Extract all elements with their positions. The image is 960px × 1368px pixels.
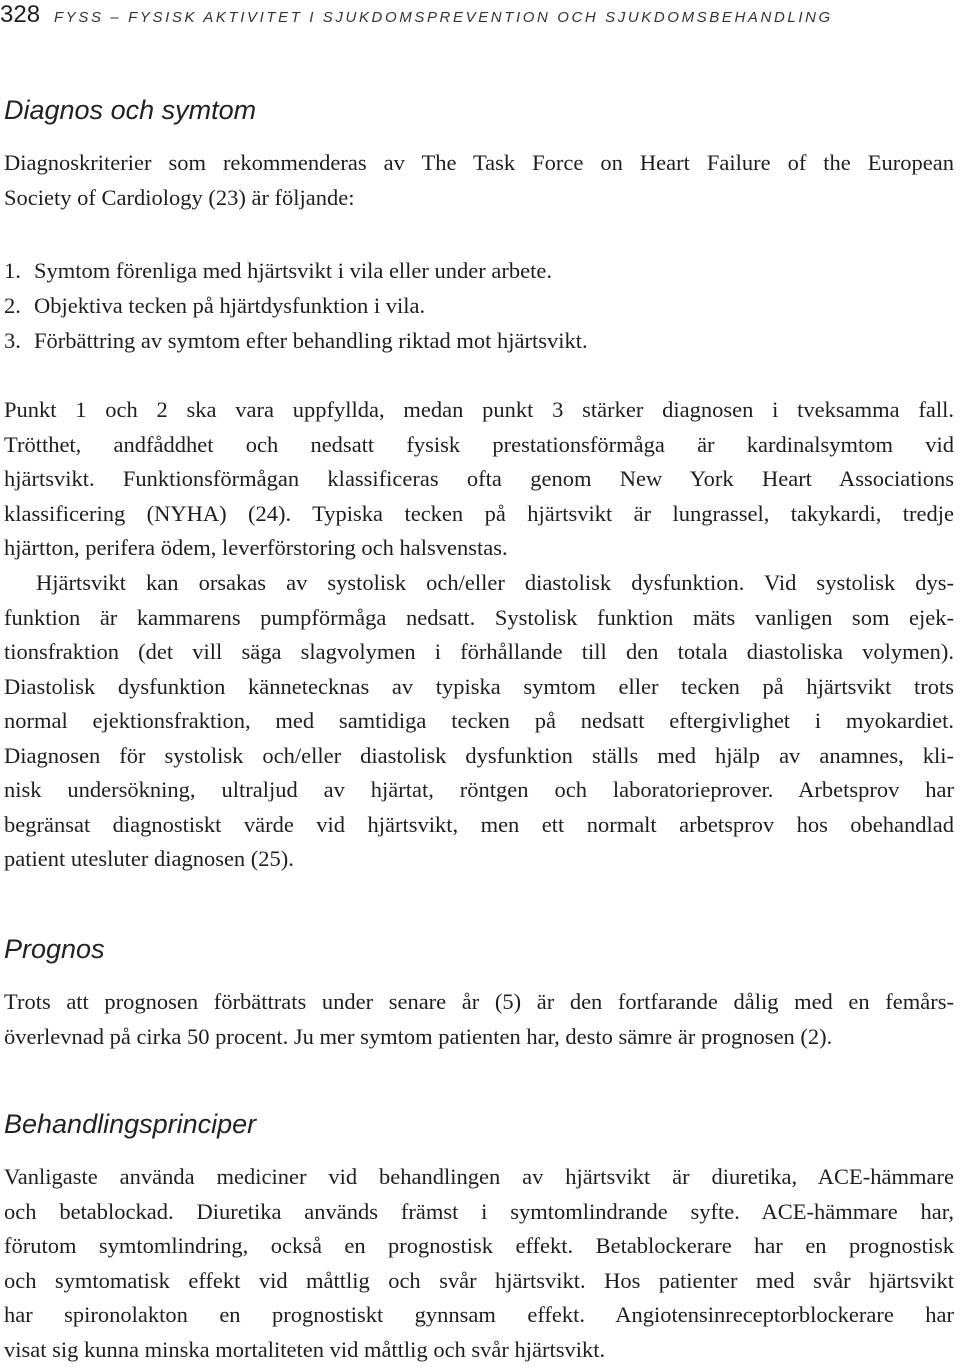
prognos-paragraph	[4, 985, 954, 1054]
text-line: nisk undersökning, ultraljud av hjärtat, röntgen och laboratorieprover. Arbetsprov har	[4, 777, 954, 802]
list-item	[4, 253, 588, 288]
text-line: hjärtsvikt. Funktionsförmågan klassificeras ofta genom New York Heart Associations	[4, 466, 954, 491]
text-line: Diagnoskriterier som rekommenderas av The Task Force on Heart Failure of the European	[4, 150, 954, 175]
list-number: 1.	[4, 258, 21, 283]
list-number: 3.	[4, 328, 21, 353]
text-line: och symtomatisk effekt vid måttlig och svår hjärtsvikt. Hos patienter med svår hjärtsvikt	[4, 1267, 954, 1293]
text-line: hjärtton, perifera ödem, leverförstoring och halsvenstas.	[4, 535, 508, 560]
list-text: Symtom förenliga med hjärtsvikt i vila eller under arbete.	[34, 258, 552, 283]
text-line: Society of Cardiology (23) är följande:	[4, 184, 355, 210]
diagnosis-paragraph-1	[4, 393, 954, 566]
intro-paragraph	[4, 146, 954, 215]
text-line: överlevnad på cirka 50 procent. Ju mer symtom patienten har, desto sämre är prognosen (2).	[4, 1023, 833, 1049]
text-line: Trötthet, andfåddhet och nedsatt fysisk prestationsförmåga är kardinalsymtom vid	[4, 431, 954, 457]
text-line: och betablockad. Diuretika används främst i symtomlindrande syfte. ACE-hämmare har,	[4, 1198, 954, 1224]
running-title: FYSS – FYSISK AKTIVITET I SJUKDOMSPREVENTION OCH SJUKDOMSBEHANDLING	[54, 9, 833, 26]
list-item	[4, 323, 588, 358]
heading-diagnos: Diagnos och symtom	[4, 95, 257, 125]
text-line: funktion är kammarens pumpförmåga nedsatt. Systolisk funktion mäts vanligen som ejek-	[4, 604, 954, 630]
text-line: tionsfraktion (det vill säga slagvolymen i förhållande till den totala diastoliska volymen).	[4, 639, 954, 664]
list-text: Objektiva tecken på hjärtdysfunktion i vila.	[34, 293, 426, 318]
text-line: patient utesluter diagnosen (25).	[4, 846, 294, 871]
text-line: har spironolakton en prognostiskt gynnsam effekt. Angiotensinreceptorblockerare har	[4, 1302, 954, 1327]
text-line: visat sig kunna minska mortaliteten vid måttlig och svår hjärtsvikt.	[4, 1336, 606, 1362]
text-line: normal ejektionsfraktion, med samtidiga tecken på nedsatt eftergivlighet i myokardiet.	[4, 708, 954, 733]
criteria-list	[4, 253, 588, 358]
heading-behandling: Behandlingsprinciper	[4, 1109, 257, 1139]
text-line: Punkt 1 och 2 ska vara uppfyllda, medan punkt 3 stärker diagnosen i tveksamma fall.	[4, 397, 954, 422]
text-line: begränsat diagnostiskt värde vid hjärtsvikt, men ett normalt arbetsprov hos obehandlad	[4, 811, 954, 837]
text-line: Diagnosen för systolisk och/eller diastolisk dysfunktion ställs med hjälp av anamnes, kli-	[4, 742, 954, 768]
text-line: Vanligaste använda mediciner vid behandlingen av hjärtsvikt är diuretika, ACE-hämmare	[4, 1164, 954, 1189]
text-line: Diastolisk dysfunktion kännetecknas av typiska symtom eller tecken på hjärtsvikt trots	[4, 673, 954, 699]
heading-prognos: Prognos	[4, 934, 105, 964]
running-header	[0, 0, 833, 36]
list-item	[4, 288, 588, 323]
list-number: 2.	[4, 293, 21, 318]
list-text: Förbättring av symtom efter behandling riktad mot hjärtsvikt.	[34, 328, 588, 353]
text-line: klassificering (NYHA) (24). Typiska tecken på hjärtsvikt är lungrassel, takykardi, tredje	[4, 500, 954, 526]
diagnosis-paragraph-2	[4, 566, 954, 877]
text-line: Hjärtsvikt kan orsakas av systolisk och/eller diastolisk dysfunktion. Vid systolisk dys-	[36, 570, 954, 595]
text-line: förutom symtomlindring, också en prognostisk effekt. Betablockerare har en prognostisk	[4, 1233, 954, 1258]
text-line: Trots att prognosen förbättrats under senare år (5) är den fortfarande dålig med en femårs-	[4, 989, 954, 1014]
behandling-paragraph	[4, 1160, 954, 1367]
page-number: 328	[0, 1, 41, 28]
